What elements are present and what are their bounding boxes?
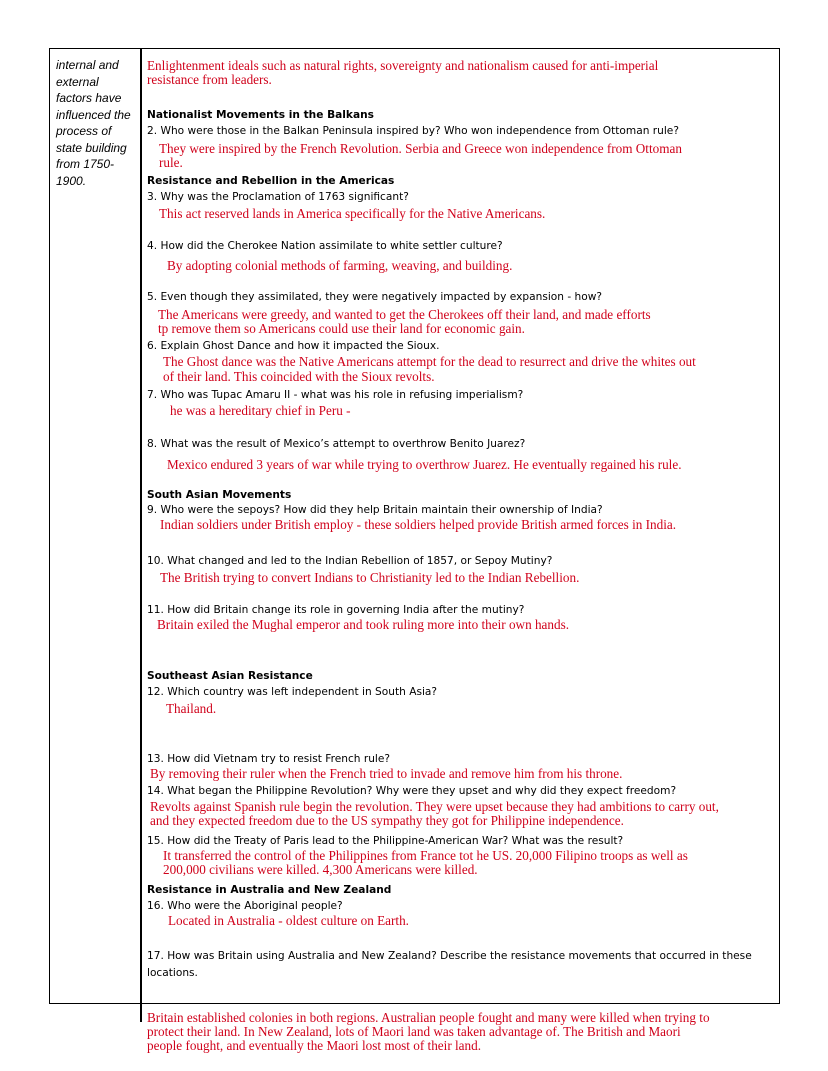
question-8: 8. What was the result of Mexico’s attempt to overthrow Benito Juarez? bbox=[147, 438, 526, 450]
answer-11: Britain exiled the Mughal emperor and took ruling more into their own hands. bbox=[157, 617, 570, 632]
answer-14-line: and they expected freedom due to the US sympathy they got for Philippine independence. bbox=[150, 813, 624, 828]
answer-8: Mexico endured 3 years of war while trying to overthrow Juarez. He eventually regained his rule. bbox=[167, 457, 682, 472]
answer-5-line: tp remove them so Americans could use their land for economic gain. bbox=[158, 321, 525, 336]
question-7: 7. Who was Tupac Amaru II - what was his role in refusing imperialism? bbox=[147, 389, 524, 401]
question-13: 13. How did Vietnam try to resist French rule? bbox=[147, 753, 391, 765]
prompt-line: process of bbox=[56, 124, 112, 138]
question-9: 9. Who were the sepoys? How did they help Britain maintain their ownership of India? bbox=[147, 504, 603, 516]
column-divider-extension bbox=[140, 1004, 142, 1022]
answer-10: The British trying to convert Indians to Christianity led to the Indian Rebellion. bbox=[160, 570, 580, 585]
question-4: 4. How did the Cherokee Nation assimilate to white settler culture? bbox=[147, 240, 503, 252]
question-17-line: 17. How was Britain using Australia and New Zealand? Describe the resistance movements that occurred in these bbox=[147, 950, 752, 962]
question-2: 2. Who were those in the Balkan Peninsula inspired by? Who won independence from Ottoman rule? bbox=[147, 125, 679, 137]
prompt-line: internal and bbox=[56, 58, 119, 72]
question-11: 11. How did Britain change its role in governing India after the mutiny? bbox=[147, 604, 525, 616]
answer-17-line: people fought, and eventually the Maori lost most of their land. bbox=[147, 1038, 482, 1053]
heading-southeast-asia: Southeast Asian Resistance bbox=[147, 670, 313, 682]
column-divider bbox=[140, 48, 142, 1004]
prompt-line: external bbox=[56, 74, 99, 89]
answer-15-line: 200,000 civilians were killed. 4,300 Americans were killed. bbox=[163, 862, 478, 877]
answer-9: Indian soldiers under British employ - these soldiers helped provide British armed forces in India. bbox=[160, 517, 677, 532]
question-12: 12. Which country was left independent in South Asia? bbox=[147, 686, 438, 698]
heading-south-asia: South Asian Movements bbox=[147, 489, 292, 501]
answer-16: Located in Australia - oldest culture on Earth. bbox=[168, 913, 409, 928]
answer-14-line: Revolts against Spanish rule begin the revolution. They were upset because they had ambitions to carry out, bbox=[150, 799, 719, 814]
prompt-line: factors have bbox=[56, 91, 122, 105]
question-10: 10. What changed and led to the Indian Rebellion of 1857, or Sepoy Mutiny? bbox=[147, 555, 553, 567]
question-6: 6. Explain Ghost Dance and how it impacted the Sioux. bbox=[147, 340, 440, 352]
answer-17-line: Britain established colonies in both regions. Australian people fought and many were killed when trying to bbox=[147, 1010, 710, 1025]
answer-4: By adopting colonial methods of farming, weaving, and building. bbox=[167, 258, 513, 273]
answer-6-line: The Ghost dance was the Native Americans attempt for the dead to resurrect and drive the whites out bbox=[163, 354, 696, 369]
question-15: 15. How did the Treaty of Paris lead to the Philippine-American War? What was the result? bbox=[147, 835, 624, 847]
answer-13: By removing their ruler when the French tried to invade and remove him from his throne. bbox=[150, 766, 623, 781]
prompt-line: influenced the bbox=[56, 107, 131, 122]
heading-balkans: Nationalist Movements in the Balkans bbox=[147, 109, 374, 121]
prompt-line: from 1750- bbox=[56, 157, 115, 171]
question-3: 3. Why was the Proclamation of 1763 significant? bbox=[147, 191, 409, 203]
answer-6-line: of their land. This coincided with the Sioux revolts. bbox=[163, 369, 435, 384]
intro-answer-line: resistance from leaders. bbox=[147, 72, 272, 87]
question-14: 14. What began the Philippine Revolution? Why were they upset and why did they expect freedom? bbox=[147, 785, 677, 797]
answer-5-line: The Americans were greedy, and wanted to get the Cherokees off their land, and made efforts bbox=[158, 307, 651, 322]
answer-2-line: rule. bbox=[159, 155, 183, 170]
answer-7: he was a hereditary chief in Peru - bbox=[170, 403, 351, 418]
answer-12: Thailand. bbox=[166, 701, 217, 716]
answer-2-line: They were inspired by the French Revolution. Serbia and Greece won independence from Ottoman bbox=[159, 141, 682, 156]
intro-answer-line: Enlightenment ideals such as natural rights, sovereignty and nationalism caused for anti-imperial bbox=[147, 58, 659, 73]
question-16: 16. Who were the Aboriginal people? bbox=[147, 900, 343, 912]
heading-americas: Resistance and Rebellion in the Americas bbox=[147, 175, 395, 187]
question-17-line: locations. bbox=[147, 967, 198, 979]
prompt-line: 1900. bbox=[56, 173, 87, 188]
question-5: 5. Even though they assimilated, they were negatively impacted by expansion - how? bbox=[147, 291, 603, 303]
answer-17-line: protect their land. In New Zealand, lots of Maori land was taken advantage of. The British and Maori bbox=[147, 1024, 681, 1039]
answer-3: This act reserved lands in America specifically for the Native Americans. bbox=[159, 206, 546, 221]
left-column-prompt bbox=[56, 57, 140, 189]
answer-15-line: It transferred the control of the Philippines from France tot he US. 20,000 Filipino troops as well as bbox=[163, 848, 688, 863]
heading-australia: Resistance in Australia and New Zealand bbox=[147, 884, 392, 896]
prompt-line: state building bbox=[56, 140, 127, 155]
